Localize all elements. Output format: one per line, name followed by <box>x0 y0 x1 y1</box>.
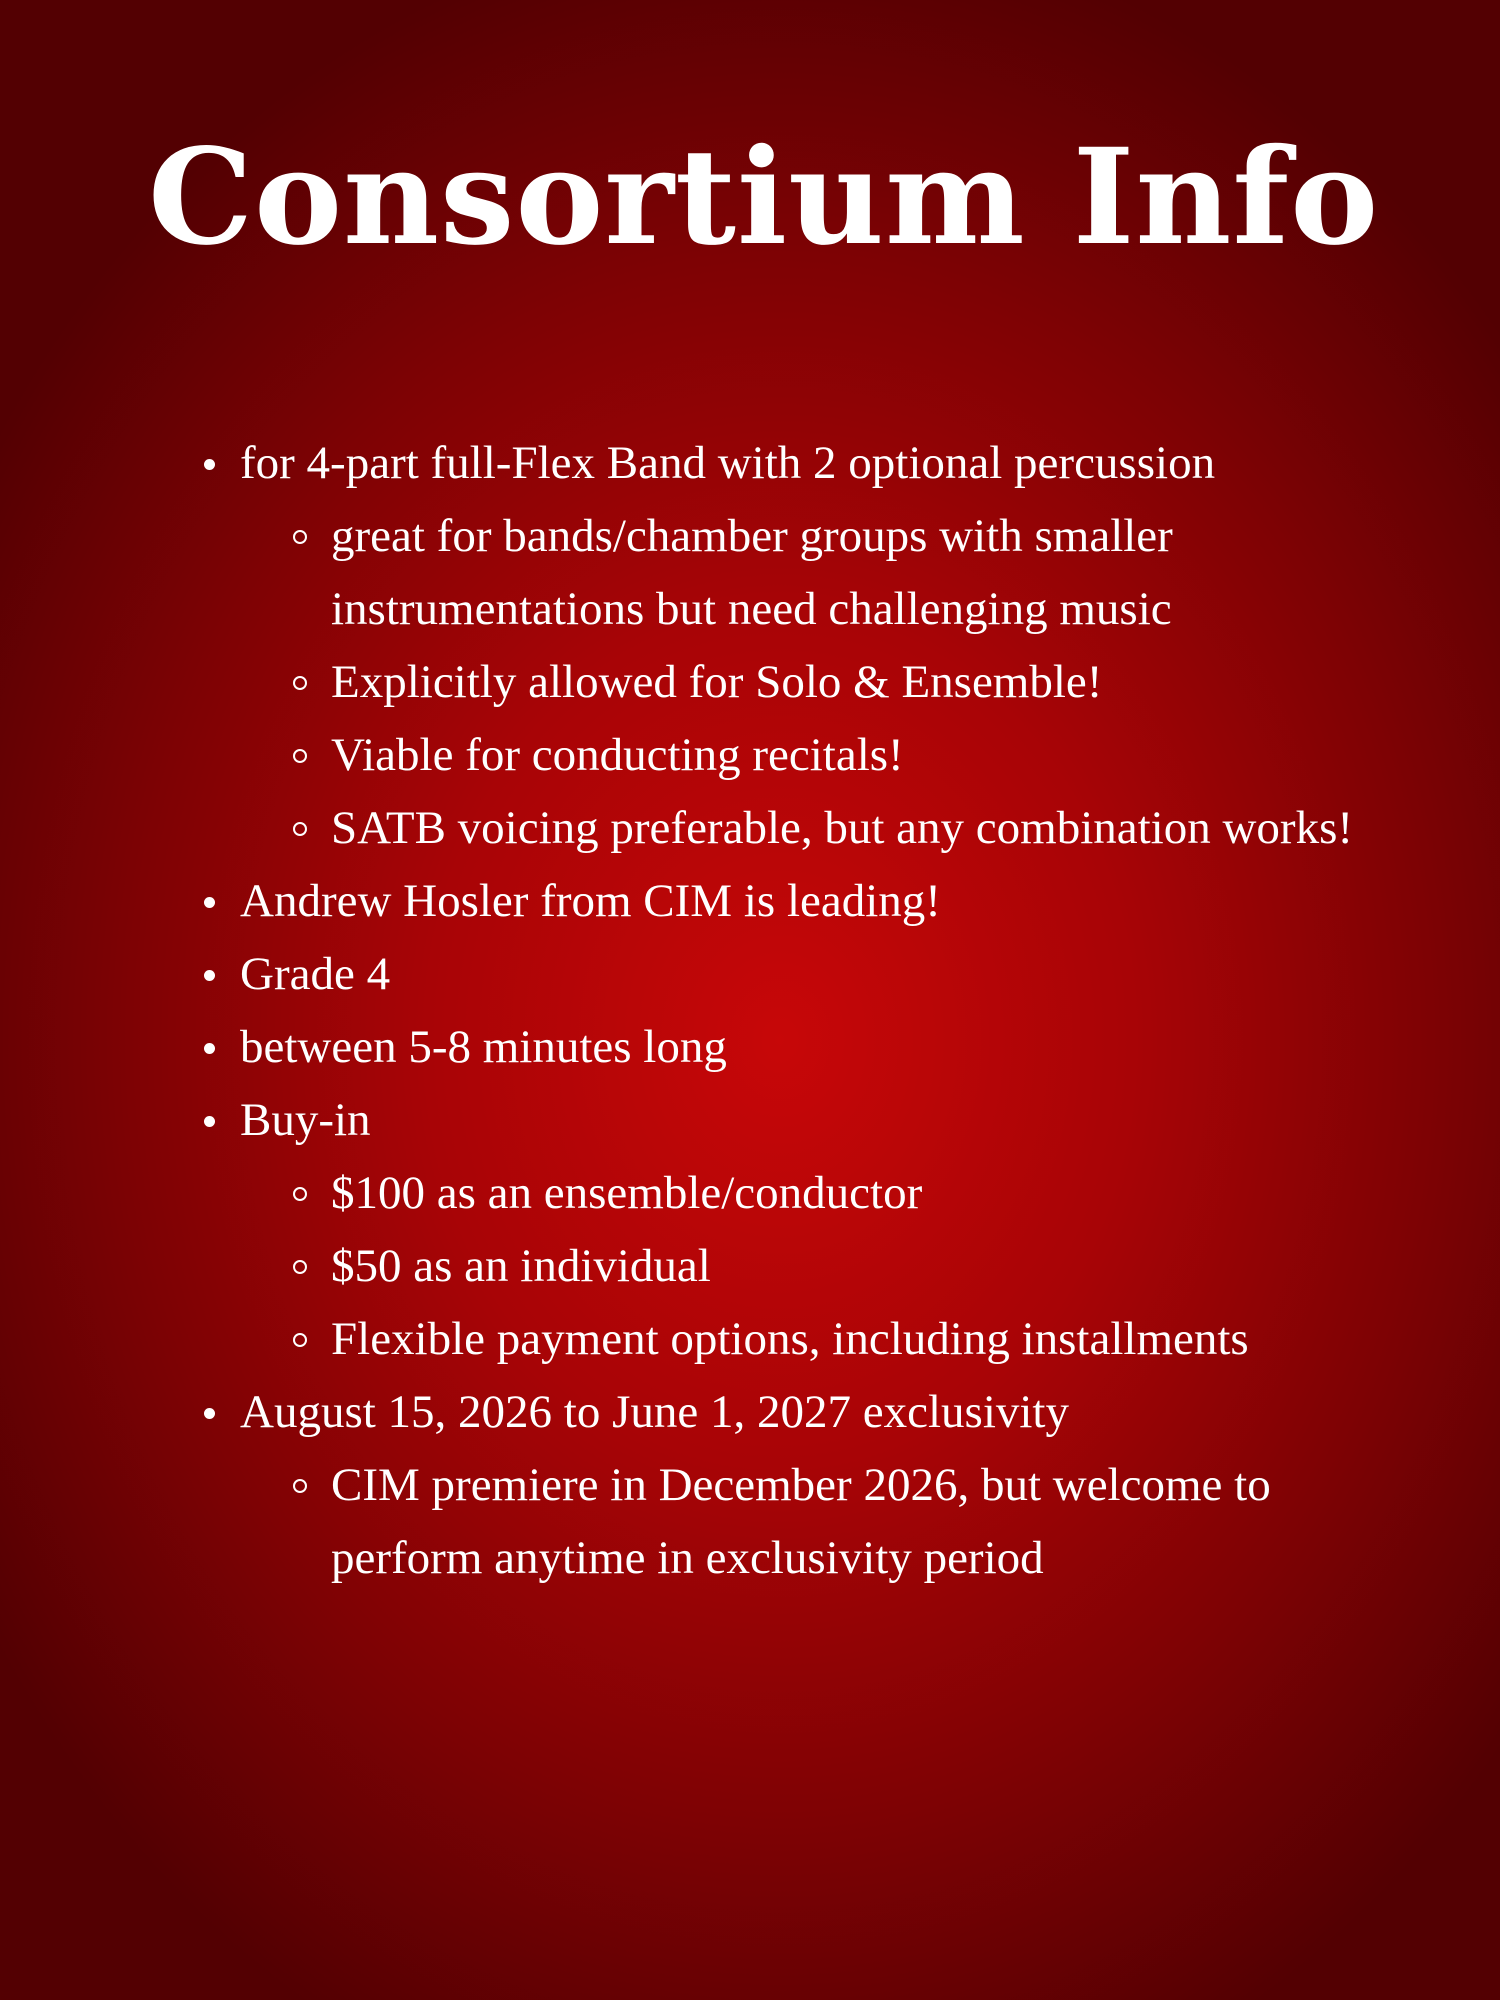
page-title: Consortium Info <box>148 120 1380 275</box>
list-item-text: Grade 4 <box>240 948 391 1000</box>
sub-list-item <box>331 1303 1370 1376</box>
bullet-circle-icon <box>293 822 307 836</box>
list-item-text: August 15, 2026 to June 1, 2027 exclusivity <box>240 1386 1069 1438</box>
list-item-text: for 4-part full-Flex Band with 2 optional percussion <box>240 437 1216 489</box>
bullet-disc-icon <box>204 970 215 981</box>
bullet-disc-icon <box>204 1408 215 1419</box>
bullet-disc-icon <box>204 459 215 470</box>
info-list <box>240 427 1370 1595</box>
bullet-circle-icon <box>293 676 307 690</box>
sub-list-item-text: CIM premiere in December 2026, but welcome to perform anytime in exclusivity period <box>331 1459 1271 1584</box>
bullet-circle-icon <box>293 1479 307 1493</box>
sub-list-item-text: great for bands/chamber groups with smaller instrumentations but need challenging music <box>331 510 1173 635</box>
bullet-circle-icon <box>293 749 307 763</box>
list-item <box>240 938 1370 1011</box>
list-item <box>240 1084 1370 1376</box>
bullet-circle-icon <box>293 1260 307 1274</box>
sub-list-item <box>331 500 1370 646</box>
bullet-circle-icon <box>293 530 307 544</box>
list-item-text: Andrew Hosler from CIM is leading! <box>240 875 941 927</box>
sub-list-item <box>331 719 1370 792</box>
sub-list <box>240 1449 1370 1595</box>
sub-list <box>240 500 1370 865</box>
sub-list-item <box>331 1157 1370 1230</box>
sub-list-item <box>331 792 1370 865</box>
sub-list-item-text: Explicitly allowed for Solo & Ensemble! <box>331 656 1103 708</box>
list-item <box>240 865 1370 938</box>
list-item <box>240 1011 1370 1084</box>
list-item <box>240 427 1370 865</box>
sub-list-item-text: $50 as an individual <box>331 1240 711 1292</box>
list-item-text: between 5-8 minutes long <box>240 1021 727 1073</box>
bullet-disc-icon <box>204 1116 215 1127</box>
bullet-circle-icon <box>293 1187 307 1201</box>
list-item <box>240 1376 1370 1595</box>
bullet-circle-icon <box>293 1333 307 1347</box>
sub-list-item-text: Flexible payment options, including installments <box>331 1313 1249 1365</box>
bullet-disc-icon <box>204 897 215 908</box>
sub-list-item <box>331 1449 1370 1595</box>
sub-list-item-text: $100 as an ensemble/conductor <box>331 1167 923 1219</box>
bullet-disc-icon <box>204 1043 215 1054</box>
sub-list-item <box>331 646 1370 719</box>
sub-list <box>240 1157 1370 1376</box>
sub-list-item-text: SATB voicing preferable, but any combination works! <box>331 802 1354 854</box>
list-item-text: Buy-in <box>240 1094 371 1146</box>
sub-list-item <box>331 1230 1370 1303</box>
sub-list-item-text: Viable for conducting recitals! <box>331 729 904 781</box>
